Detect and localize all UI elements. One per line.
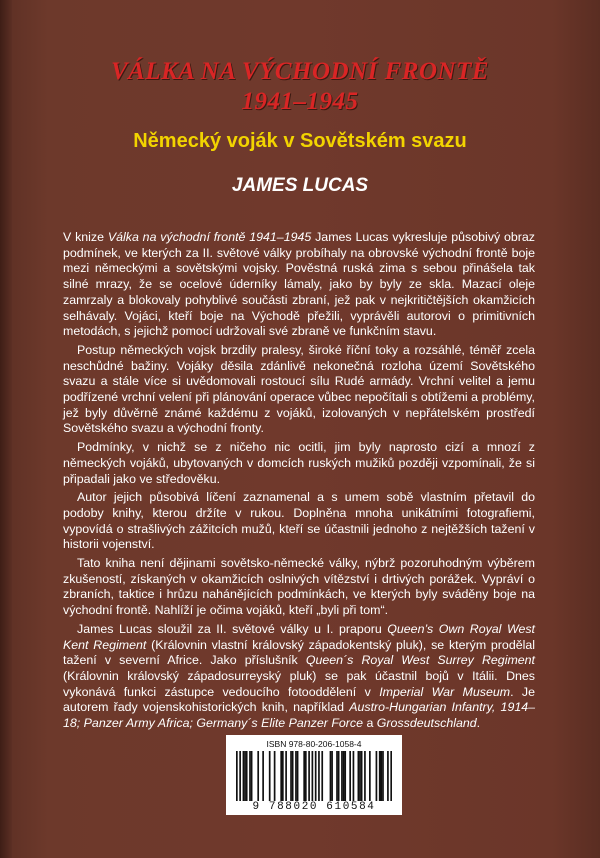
- book-subtitle: Německý voják v Sovětském svazu: [133, 130, 467, 152]
- blurb-paragraph: [63, 622, 535, 732]
- barcode-bar: [280, 751, 282, 801]
- barcode-bar: [274, 751, 276, 801]
- blurb-text: [63, 230, 535, 735]
- barcode-bar: [303, 751, 305, 801]
- italic-title: Imperial War Museum: [379, 684, 511, 699]
- blurb-paragraph: [63, 490, 535, 553]
- italic-title: Válka na východní frontě 1941–1945: [107, 230, 312, 244]
- barcode-bar: [331, 751, 333, 801]
- blurb-paragraph: [63, 343, 535, 437]
- barcode-bar: [239, 751, 241, 801]
- author-name: JAMES LUCAS: [231, 175, 369, 196]
- barcode-digits: 9 788020 610584: [252, 801, 376, 813]
- barcode-bar: [249, 751, 251, 801]
- blurb-paragraph: [63, 556, 535, 619]
- barcode-bar: [359, 751, 361, 801]
- barcode-bar: [243, 751, 245, 801]
- text-run: .: [476, 716, 481, 731]
- barcode-bar: [358, 751, 360, 801]
- barcode-bar: [290, 751, 292, 801]
- barcode-bar: [369, 751, 371, 801]
- barcode-bar: [305, 751, 307, 801]
- text-run: a: [363, 716, 377, 731]
- text-run: Autor jejich působivá líčení zaznamenal a s umem sobě vlastním přetavil do podoby knihy, kterou držíte v rukou. Doplněna mnoha unikátními fotografiemi, vypovídá o strašlivých zážitcích mužů, kteří se účastnili jednoho z nejtěžších tažení v historii vojenství.: [63, 490, 535, 552]
- barcode-bar: [349, 751, 351, 801]
- barcode-bar: [285, 751, 287, 801]
- barcode-bar: [246, 751, 248, 801]
- barcode-bar: [251, 751, 253, 801]
- barcode-bar: [321, 751, 323, 801]
- text-run: V knize: [63, 230, 108, 244]
- text-run: . Je autorem řady vojenskohistorických knih, například: [63, 684, 535, 715]
- text-run: James Lucas sloužil za II. světové války u I. praporu: [77, 621, 388, 636]
- barcode-label: [226, 735, 402, 815]
- barcode-bar: [361, 751, 363, 801]
- blurb-paragraph: [63, 230, 535, 340]
- barcode-bar: [315, 751, 317, 801]
- barcode-bar: [343, 751, 345, 801]
- barcode-bar: [382, 751, 384, 801]
- barcode-bar: [292, 751, 294, 801]
- barcode-bar: [341, 751, 343, 801]
- italic-title: Queen’s Own Royal West Kent Regiment: [63, 621, 535, 652]
- text-run: Tato kniha není dějinami sovětsko-německé války, nýbrž pozoruhodným výběrem zkušeností, získaných v okamžicích oslnivých vítězství i drtivých porážek. Vypráví o zbraních, taktice i hrůzu nahánějících podmínkách, ve kterých byly sváděny boje na východní frontě. Nahlíží je očima vojáků, kteří „byli při tom“.: [63, 556, 535, 618]
- barcode-bar: [379, 751, 381, 801]
- italic-title: Grossdeutschland: [376, 716, 477, 731]
- barcode-bar: [376, 751, 378, 801]
- barcode-bar: [381, 751, 383, 801]
- barcode-bar: [312, 751, 314, 801]
- text-run: (Královnin královský západosurreyský pluk) se pak účastnil bojů v Itálii. Dnes vykonává funkci zástupce vedoucího fotooddělení v: [63, 668, 535, 699]
- barcode-icon: [236, 751, 392, 801]
- text-run: James Lucas vykresluje působivý obraz podmínek, ve kterých za II. světové války probíhaly na obrovské východní frontě boje mezi německými a sovětskými vojsky. Pověstná ruská zima s sebou přinášela tak silné mrazy, že se ocelové úderníky lámaly, jako by byly ze skla. Mazací oleje zamrzaly a blokovaly pohyblivé součásti zbraní, jež pak v nejkritičtějších okamžicích selhávaly. Vojáci, kteří boje na Východě přežili, vyprávěli autorovi o primitivních metodách, s jejichž pomocí udržovali své zbraně ve funkčním stavu.: [63, 230, 535, 339]
- barcode-bar: [236, 751, 238, 801]
- barcode-bar: [390, 751, 392, 801]
- barcode-bar: [297, 751, 299, 801]
- blurb-paragraph: [63, 440, 535, 487]
- text-run: (Královnin vlastní královský západokentský pluk), se kterým prodělal tažení v severní Africe. Jako příslušník: [63, 637, 535, 668]
- book-title: VÁLKA NA VÝCHODNÍ FRONTĚ: [110, 58, 490, 85]
- text-run: Podmínky, v nichž se z ničeho nic ocitli, jim byly naprosto cizí a mnozí z německých vojáků, ubytovaných v domcích ruských mužiků později vzpomínali, že si připadali jako ve středověku.: [63, 440, 535, 486]
- barcode-bar: [282, 751, 284, 801]
- barcode-bar: [336, 751, 338, 801]
- barcode-bar: [353, 751, 355, 801]
- barcode-bar: [364, 751, 366, 801]
- barcode-bar: [318, 751, 320, 801]
- barcode-bar: [257, 751, 259, 801]
- italic-title: Austro-Hungarian Infantry, 1914–18; Panzer Army Africa; Germany´s Elite Panzer Force: [63, 700, 536, 731]
- spine-edge: [0, 0, 12, 858]
- barcode-bar: [308, 751, 310, 801]
- barcode-bar: [244, 751, 246, 801]
- barcode-bar: [330, 751, 332, 801]
- barcode-bar: [338, 751, 340, 801]
- barcode-bar: [269, 751, 271, 801]
- italic-title: Queen´s Royal West Surrey Regiment: [305, 653, 535, 668]
- book-title-years: 1941–1945: [241, 88, 359, 115]
- barcode-bar: [262, 751, 264, 801]
- barcode-bar: [344, 751, 346, 801]
- text-run: Postup německých vojsk brzdily pralesy, široké říční toky a rozsáhlé, téměř zcela neschůdné bažiny. Vojáky děsila zdánlivě nekonečná rozloha území Sovětského svazu a stále více si uvědomovali rostoucí sílu Rudé armády. Vrchní velitel a jemu podřízené vrchní velení při plánování operace vůbec nepočítali s obtížemi a problémy, jež byly důvěrně známé každému z vojáků, izolovaných v nepřátelském prostředí Sovětského svazu a východní fronty.: [63, 342, 535, 436]
- barcode-bar: [387, 751, 389, 801]
- isbn-text: ISBN 978-80-206-1058-4: [266, 739, 362, 749]
- barcode-bar: [295, 751, 297, 801]
